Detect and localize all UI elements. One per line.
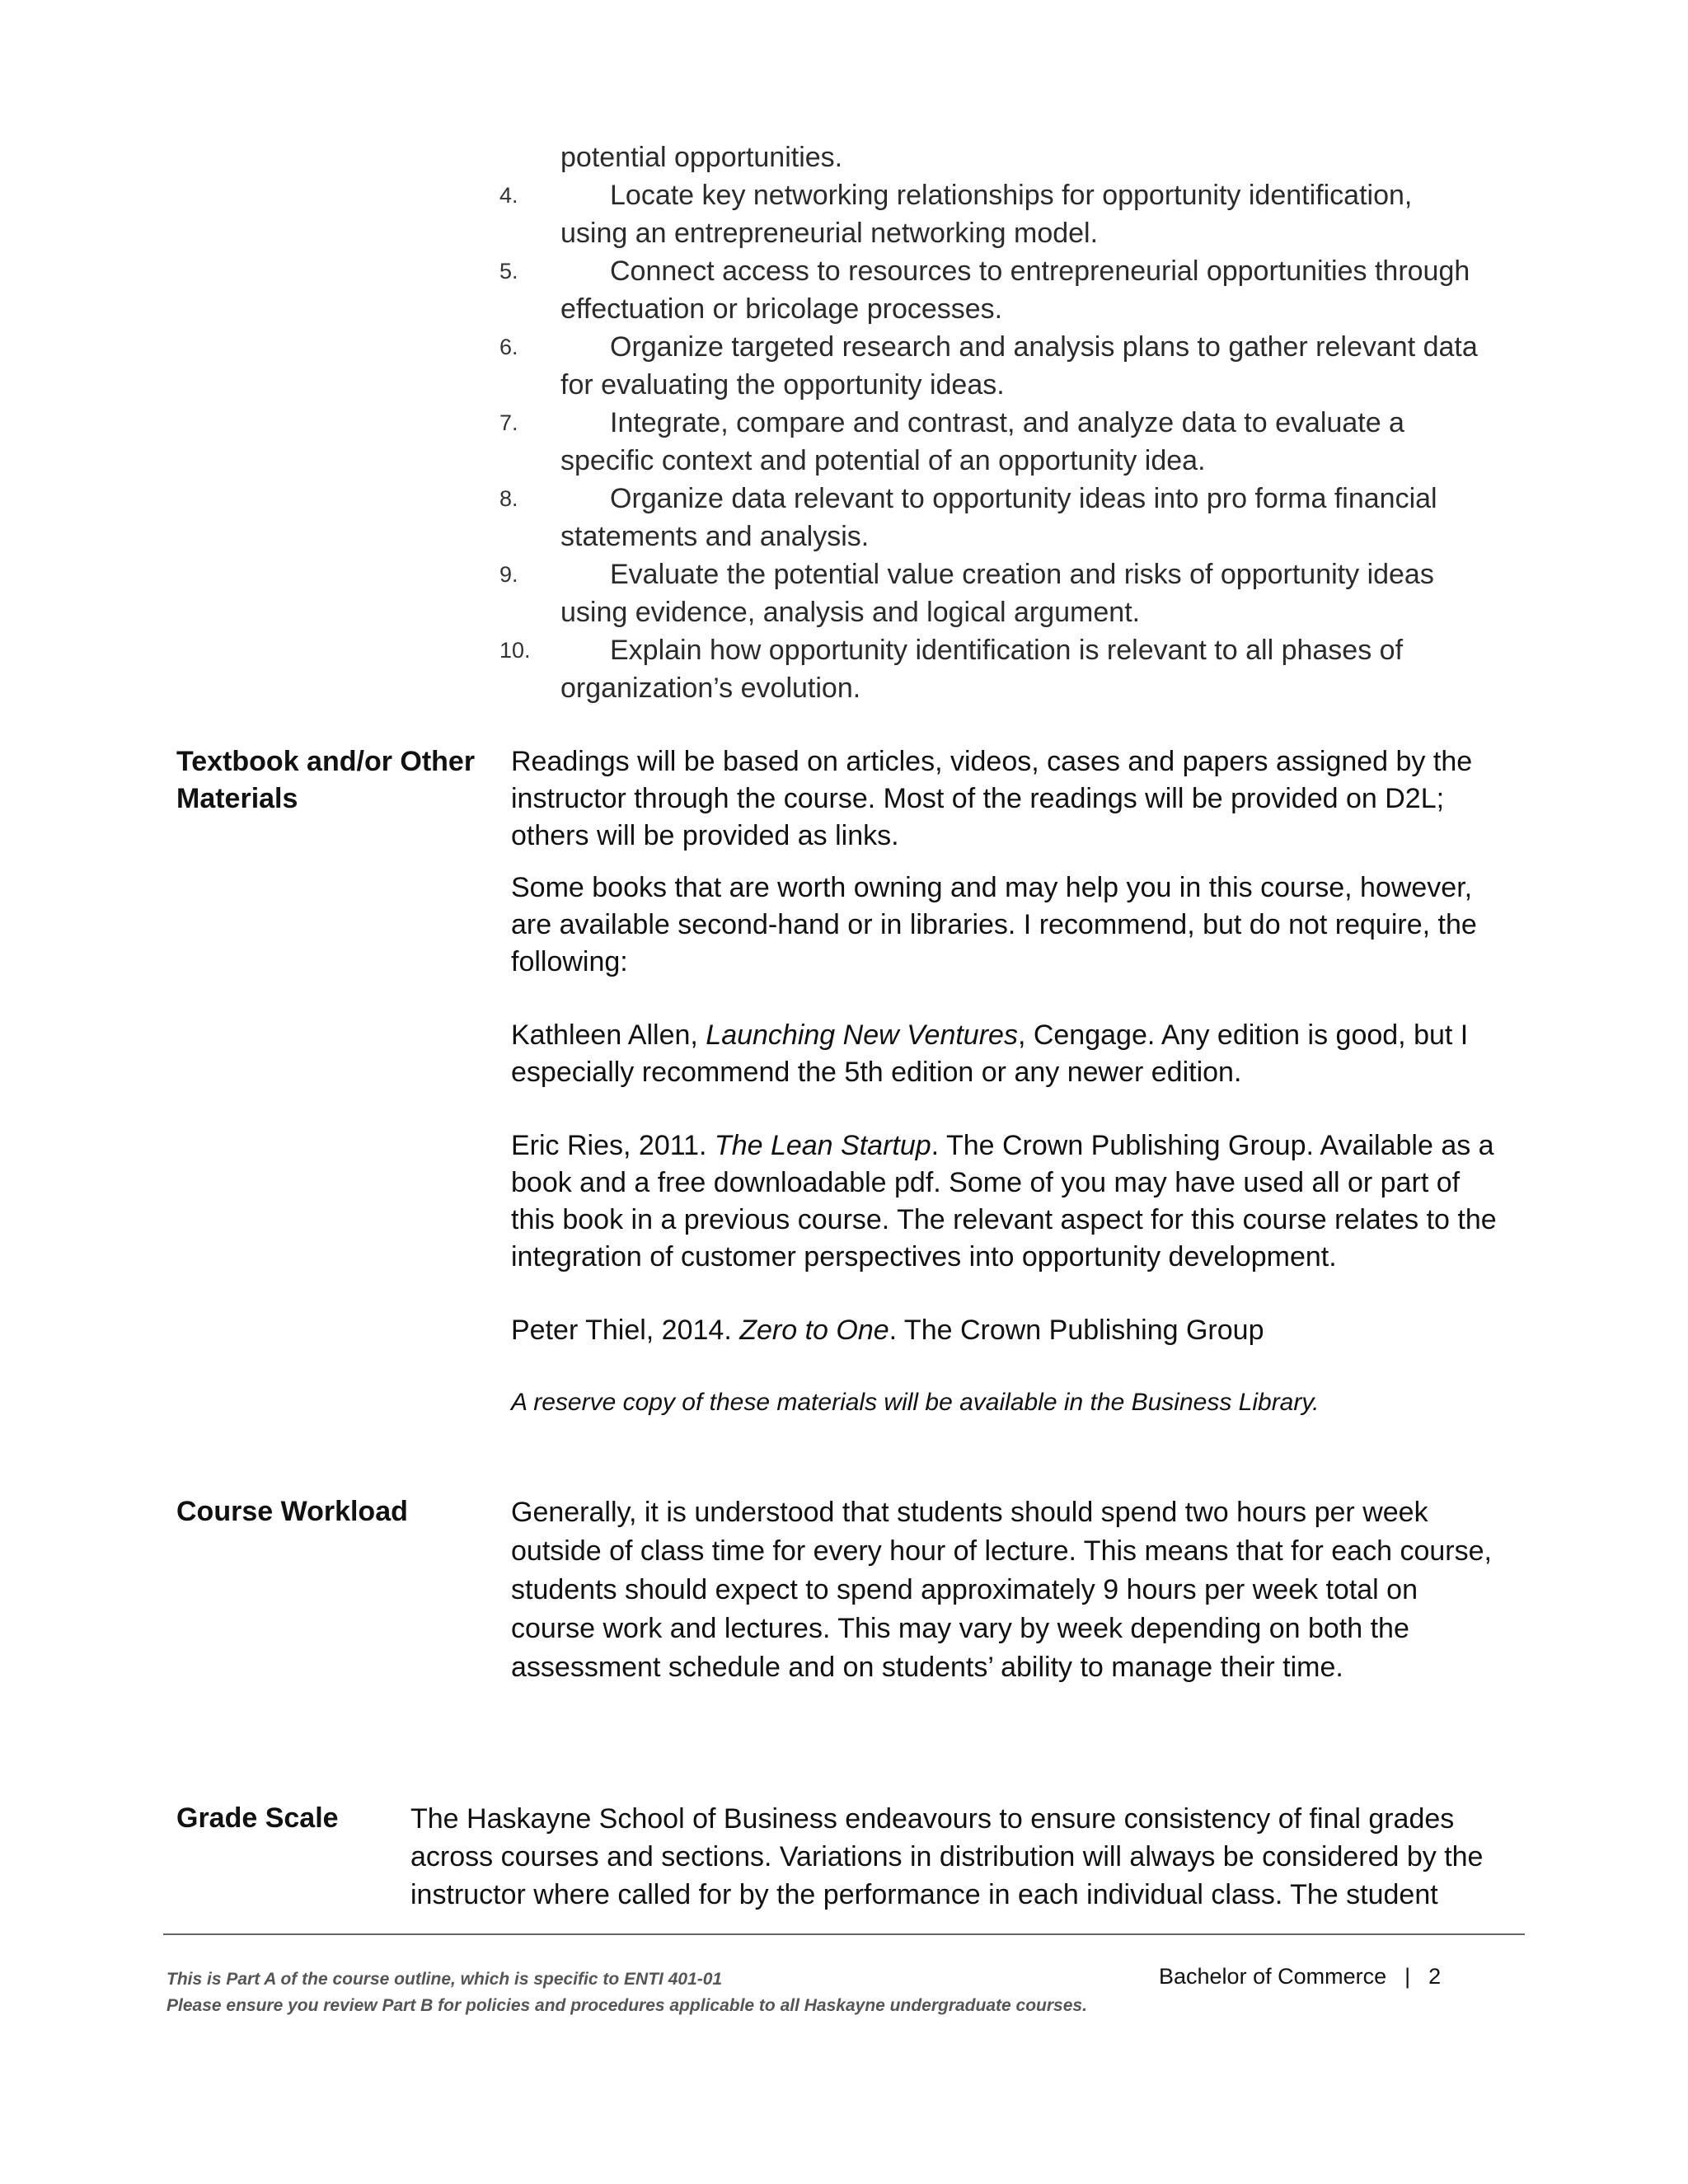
outcome-number: 5. [499, 259, 518, 284]
footer-line-1: This is Part A of the course outline, which is specific to ENTI 401-01 [166, 1970, 723, 1989]
outcome-text-cont: statements and analysis. [560, 521, 870, 552]
workload-section-body [511, 1493, 1500, 1687]
book-title: The Lean Startup [714, 1130, 931, 1161]
footer-separator: | [1404, 1964, 1411, 1989]
outcome-continuation: potential opportunities. [560, 142, 843, 173]
outcome-text-cont: organization’s evolution. [560, 673, 861, 704]
outcome-text: Evaluate the potential value creation and risks of opportunity ideas [610, 559, 1434, 590]
books-intro-paragraph: Some books that are worth owning and may help you in this course, however, are available second-hand or in libraries. I recommend, but do not require, the following: [511, 872, 1477, 977]
outcome-item-6 [499, 328, 1538, 404]
workload-section-label: Course Workload [176, 1496, 408, 1527]
textbook-section-label [176, 743, 475, 818]
program-name: Bachelor of Commerce [1159, 1964, 1387, 1989]
outcome-item-8 [499, 480, 1538, 555]
outcome-text-cont: effectuation or bricolage processes. [560, 293, 1003, 325]
outcome-text: Organize data relevant to opportunity ideas into pro forma financial [610, 483, 1437, 514]
outcome-number: 10. [499, 638, 531, 663]
outcome-text-cont: using an entrepreneurial networking model. [560, 218, 1099, 249]
outcome-text: Explain how opportunity identification is relevant to all phases of [610, 635, 1404, 666]
book-entry-ries: Eric Ries, 2011. The Lean Startup. The Crown Publishing Group. Available as a book and a free downloadable pdf. Some of you may have used all or part of this book in a previous course. The relevant aspect for this course relates to the integration of customer perspectives into opportunity development. [511, 1130, 1497, 1272]
grade-scale-section-body [410, 1800, 1515, 1914]
outcome-text: Organize targeted research and analysis plans to gather relevant data [610, 331, 1478, 363]
outcome-item-4 [499, 176, 1538, 252]
footer-divider [163, 1933, 1525, 1935]
book-title: Zero to One [739, 1315, 889, 1346]
outcome-text: Connect access to resources to entrepreneurial opportunities through [610, 255, 1470, 287]
outcome-text: Locate key networking relationships for opportunity identification, [610, 180, 1413, 211]
book-entry-allen: Kathleen Allen, Launching New Ventures, Cengage. Any edition is good, but I especially recommend the 5th edition or any newer edition. [511, 1019, 1469, 1088]
outcome-item-9 [499, 555, 1538, 631]
book-entry-thiel: Peter Thiel, 2014. Zero to One. The Crown Publishing Group [511, 1315, 1264, 1346]
outcome-item-5 [499, 252, 1538, 328]
outcome-text-cont: for evaluating the opportunity ideas. [560, 369, 1005, 401]
textbook-section-body [511, 743, 1508, 1421]
workload-paragraph: Generally, it is understood that students should spend two hours per week outside of class time for every hour of lecture. This means that for each course, students should expect to spend approximately 9 hours per week total on course work and lectures. This may vary by week depending on both the assessment schedule and on students’ ability to manage their time. [511, 1497, 1492, 1683]
learning-outcomes-list [499, 138, 1538, 707]
footer-page-info [1159, 1961, 1441, 1991]
section-label-line: Textbook and/or Other [176, 746, 476, 777]
book-title: Launching New Ventures [706, 1019, 1018, 1051]
readings-paragraph: Readings will be based on articles, videos, cases and papers assigned by the instructor through the course. Most of the readings will be provided on D2L; others will be provided as links. [511, 746, 1473, 851]
footer-line-2: Please ensure you review Part B for policies and procedures applicable to all Haskayne undergraduate courses. [166, 1996, 1087, 2015]
outcome-number: 6. [499, 335, 518, 359]
footer-notice [166, 1966, 1087, 2019]
outcome-number: 9. [499, 562, 518, 587]
outcome-number: 7. [499, 410, 518, 435]
outcome-item-10 [499, 631, 1538, 707]
outcome-number: 4. [499, 183, 518, 208]
outcome-text-cont: specific context and potential of an opportunity idea. [560, 445, 1206, 476]
reserve-copy-note: A reserve copy of these materials will be available in the Business Library. [511, 1389, 1320, 1416]
section-label-line: Materials [176, 783, 298, 814]
grade-scale-section-label: Grade Scale [176, 1802, 339, 1834]
page-number: 2 [1428, 1964, 1442, 1989]
outcome-text-cont: using evidence, analysis and logical argument. [560, 597, 1141, 628]
grade-scale-paragraph: The Haskayne School of Business endeavours to ensure consistency of final grades across courses and sections. Variations in distribution will always be considered by the instructor where called for by the performance in each individual class. The student [410, 1803, 1484, 1910]
outcome-number: 8. [499, 486, 518, 511]
outcome-item-7 [499, 404, 1538, 480]
outcome-text: Integrate, compare and contrast, and analyze data to evaluate a [610, 407, 1404, 438]
